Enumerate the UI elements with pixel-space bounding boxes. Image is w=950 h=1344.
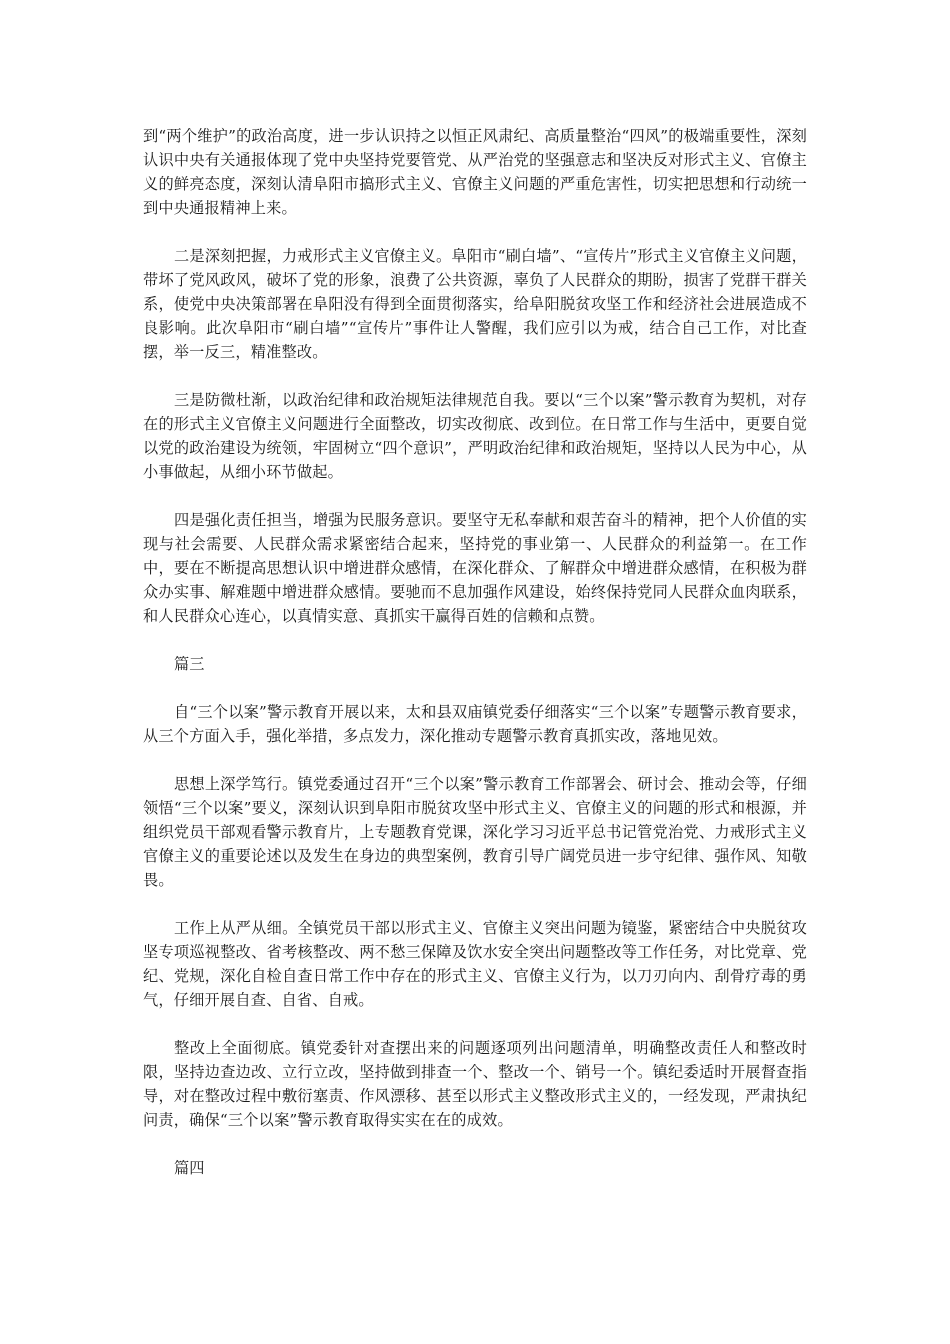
paragraph-point-three: 三是防微杜渐，以政治纪律和政治规矩法律规范自我。要以“三个以案”警示教育为契机，对存在的形式主义官僚主义问题进行全面整改，切实改彻底、改到位。在日常工作与生活中，更要自觉以党的政治建设为统领，牢固树立“四个意识”，严明政治纪律和政治规矩，坚持以人民为中心，从小事做起，从细小环节做起。 xyxy=(143,391,807,481)
paragraph-work: 工作上从严从细。全镇党员干部以形式主义、官僚主义突出问题为镜鉴，紧密结合中央脱贫攻坚专项巡视整改、省考核整改、两不愁三保障及饮水安全突出问题整改等工作任务，对比党章、党纪、党规，深化自检自查日常工作中存在的形式主义、官僚主义行为，以刀刃向内、刮骨疗毒的勇气，仔细开展自查、自省、自戒。 xyxy=(143,919,807,1009)
section-four-title: 篇四 xyxy=(174,1159,205,1177)
section-three-title: 篇三 xyxy=(174,655,205,673)
paragraph-rectification: 整改上全面彻底。镇党委针对查摆出来的问题逐项列出问题清单，明确整改责任人和整改时限，坚持边查边改、立行立改，坚持做到排查一个、整改一个、销号一个。镇纪委适时开展督查指导，对在整改过程中敷衍塞责、作风漂移、甚至以形式主义整改形式主义的，一经发现，严肃执纪问责，确保“三个以案”警示教育取得实实在在的成效。 xyxy=(143,1039,807,1129)
paragraph-point-four: 四是强化责任担当，增强为民服务意识。要坚守无私奉献和艰苦奋斗的精神，把个人价值的实现与社会需要、人民群众需求紧密结合起来，坚持党的事业第一、人民群众的利益第一。在工作中，要在不断提高思想认识中增进群众感情，在深化群众、了解群众中增进群众感情，在积极为群众办实事、解难题中增进群众感情。要驰而不息加强作风建设，始终保持党同人民群众血肉联系，和人民群众心连心，以真情实意、真抓实干赢得百姓的信赖和点赞。 xyxy=(143,511,807,625)
paragraph-thought: 思想上深学笃行。镇党委通过召开“三个以案”警示教育工作部署会、研讨会、推动会等，仔细领悟“三个以案”要义，深刻认识到阜阳市脱贫攻坚中形式主义、官僚主义的问题的形式和根源，并组织党员干部观看警示教育片，上专题教育党课，深化学习习近平总书记管党治党、力戒形式主义官僚主义的重要论述以及发生在身边的典型案例，教育引导广阔党员进一步守纪律、强作风、知敬畏。 xyxy=(143,775,807,889)
paragraph-point-two: 二是深刻把握，力戒形式主义官僚主义。阜阳市“刷白墙”、“宣传片”形式主义官僚主义问题，带坏了党风政风，破坏了党的形象，浪费了公共资源，辜负了人民群众的期盼，损害了党群干群关系，使党中央决策部署在阜阳没有得到全面贯彻落实，给阜阳脱贫攻坚工作和经济社会进展造成不良影响。此次阜阳市“刷白墙”“宣传片”事件让人警醒，我们应引以为戒，结合自己工作，对比查摆，举一反三，精准整改。 xyxy=(143,247,807,361)
paragraph-section-three-intro: 自“三个以案”警示教育开展以来，太和县双庙镇党委仔细落实“三个以案”专题警示教育要求，从三个方面入手，强化举措，多点发力，深化推动专题警示教育真抓实改，落地见效。 xyxy=(143,703,807,745)
paragraph-intro-continued: 到“两个维护”的政治高度，进一步认识持之以恒正风肃纪、高质量整治“四风”的极端重要性，深刻认识中央有关通报体现了党中央坚持党要管党、从严治党的坚强意志和坚决反对形式主义、官僚主义的鲜亮态度，深刻认清阜阳市搞形式主义、官僚主义问题的严重危害性，切实把思想和行动统一到中央通报精神上来。 xyxy=(143,127,807,217)
document-body xyxy=(143,124,807,1180)
